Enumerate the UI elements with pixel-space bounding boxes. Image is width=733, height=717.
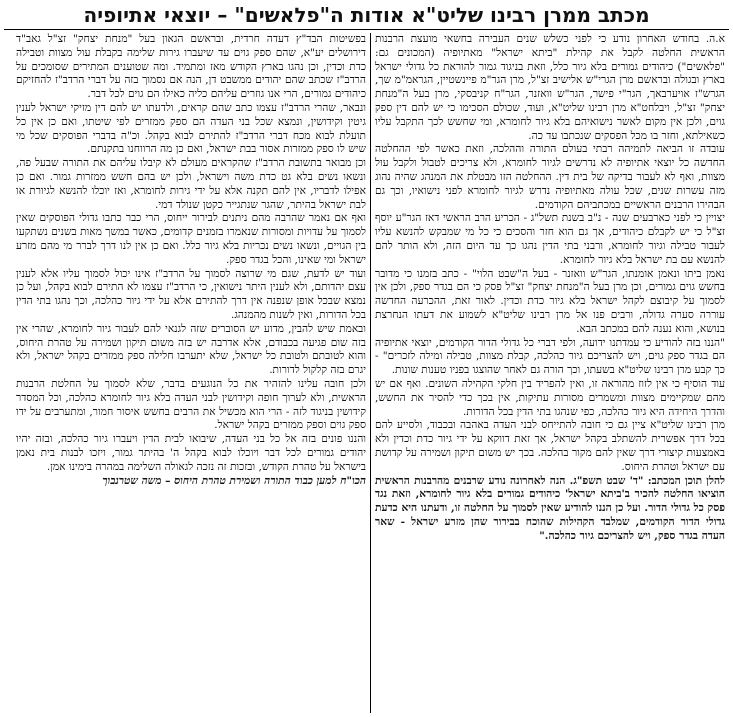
left-paragraph-4: ואף אם נאמר שהרבה מהם ניתנים לבירור ייחוס, הרי כבר כתבו גדולי הפוסקים שאין לסמוך על עדויות ומסורות שנאמרו בזמנים קדומים, כאשר במשך מאות בשנים נשתקעו בין הגויים, ונשאו נשים נכריות בלא גיור כלל. ואם כן אין לנו דרך לברר מי מהם מזרע ישראל ומי שאינו, והכל בגדר ספק. xyxy=(16,212,366,266)
left-paragraph-2: ונבאר, שהרי הרדב"ז עצמו כתב שהם קראים, ולדעתו יש להם דין מזיקי ישראל לענין גיטין וקידושין, ונמצא שכל בני העדה הם ספק ממזרים לפי שיטתו, ואם כן אין כל תועלת לבוא מכח דברי הרדב"ז להתירם לבוא בקהל. וכ"ה בדברי הפוסקים שכל מי שיש לו ספק ממזרות אסור בבת ישראל, ואם כן מה הרווחנו בתקנתם. xyxy=(16,101,366,156)
left-paragraph-5: ועוד יש לדעת, שגם מי שרוצה לסמוך על הרדב"ז אינו יכול לסמוך עליו אלא לענין עצם יהדותם, ולא לענין היתר נישואין, כי הרדב"ז עצמו לא התירם לבוא בקהל, ועל כן נמצא שבכל אופן שנפנה אין דרך להתירם אלא על ידי גיור כהלכה, וכך נהגו בתי הדין בכל הדורות, ואין לשנות מהמנהג. xyxy=(16,267,366,321)
headline-bar xyxy=(4,4,729,26)
right-paragraph-5: "הננו בזה להודיע כי עמדתנו ידועה, ולפי דברי כל גדולי הדור הקודמים, יוצאי אתיופיה הם בגדר ספק גוים, ויש להצריכם גיור כהלכה, קבלת מצוות, טבילה ומילה לזכרים" - כך קבע מרן רבינו שליט"א בשעתו, וכך הורה גם לאחר שהוצגו בפניו טענות שונות. xyxy=(375,336,725,377)
left-paragraph-6: ובאמת שיש להבין, מדוע יש הסוברים שזה לגנאי להם לעבור גיור לחומרא, שהרי אין בזה שום פגיעה בכבודם, אלא אדרבה יש בזה משום תיקון ושמירה על טהרת היחוס, והוא לטובתם ולטובת כל ישראל, שלא יתערבו חלילה ספק ממזרים בקהל ישראל, ולא יגרם בזה קלקול לדורות. xyxy=(16,322,366,377)
right-paragraph-1: א.ה. בחודש האחרון נודע כי לפני כשלש שנים העבירה בחשאי מועצת הרבנות הראשית החלטה לקבל את קהילת "ביתא ישראל" מאתיופיה (המכונים גם: "פלאשים") כיהודים גמורים בלא גיור כלל, וזאת בניגוד גמור להוראת כל גדולי ישראל בארץ ובגולה ובראשם מרן הגרי"ש אלישיב זצ"ל, מרן הגר"מ פיינשטיין, הגראמ"מ שך, הגרש"ז אויערבאך, הגר"י פישר, הגר"ש וואזנר, הגר"ח קניבסקי, מרן בעל ה"מנחת יצחק" זצ"ל, ויבלחט"א מרן רבינו שליט"א, ועוד, שכולם הסכימו כי יש להם דין ספק גוים, ולכן אין מקום לאשר נישואיהם בלא גיור לחומרא, ומי שחשש לכך התקבל עליו כשאילתא, וחזר בו מכל הפסקים שנכתבו עד כה. xyxy=(375,33,725,142)
left-paragraph-3: וכן מבואר בתשובת הרדב"ז שהקראים מעולם לא קיבלו עליהם את התורה שבעל פה, ונשאו נשים בלא גט כדת משה וישראל, ולכן יש בהם חשש ממזרות גמור. ואם כן אפילו לדבריו, אין להם תקנה אלא על ידי גירות לחומרא, ואז יוכלו להנשא לגיורת או לבת ישראל בהיתר, שהגר שנתגייר כקטן שנולד דמי. xyxy=(16,157,366,211)
left-paragraph-7: ולכן חובה עלינו להזהיר את כל הנוגעים בדבר, שלא לסמוך על החלטת הרבנות הראשית, ולא לערוך חופה וקידושין לבני העדה בלא גיור לחומרא כהלכה, וכל המסדר קידושין בניגוד לזה - הרי הוא מכשיל את הרבים בחשש איסור חמור, ומתערבים על ידו ספק גוים וספק ממזרים בקהל ישראל. xyxy=(16,377,366,432)
right-paragraph-2: עובדה זו הביאה לתמיהה רבתי בעולם התורה וההלכה, וזאת כאשר לפי ההחלטה החדשה כל יוצאי אתיופיה לא נדרשים לגיור לחומרא, ולא צריכים לטבול ולקבל עול מצוות, ואף לא לעבור בדיקה של בית דין. ההחלטה הזו מבטלת את המנהג שהיה נהוג מזה עשרות שנים, שכל עולה מאתיופיה נדרש לגיור לחומרא לפני נישואיו, וכך גם הבהירו הרבנים הראשיים במכתביהם הקודמים. xyxy=(375,143,725,211)
right-paragraph-6: עוד הוסיף כי אין לזוז מהוראה זו, ואין להפריד בין חלקי הקהילה השונים. ואף אם יש מהם שמקיימים מצוות ומשמרים מסורות עתיקות, אין בכך כדי להסיר את החשש, והדרך היחידה היא גיור כהלכה, כפי שנהגו בתי הדין בכל הדורות. xyxy=(375,377,725,418)
right-paragraph-3: יצויין כי לפני כארבעים שנה - נ"ב בשנת תשל"ג - הכריע הרב הראשי דאז הגר"ע יוסף זצ"ל כי יש לקבלם כיהודים, אך גם הוא חזר והסכים כי כל מי שמבקש להנשא עליו לעבור טבילה וגיור לחומרא, ורבני בתי הדין נהגו כך עד היום הזה, ולא הותר להם להנשא עם בת ישראל בלא גיור לחומרא. xyxy=(375,212,725,266)
right-paragraph-7: מרן רבינו שליט"א ציין גם כי חובה להתייחס לבני העדה באהבה ובכבוד, ולסייע להם בכל דרך אפשרית להשתלב בקהל ישראל, אך זאת דווקא על ידי גיור כדת וכדין ולא באמצעות קיצורי דרך שאין להם מקור בהלכה. בכך יש משום תיקון ושמירה על קדושת עם ישראל וטהרת היחוס. xyxy=(375,419,725,473)
article-headline: מכתב ממרן רבינו שליט"א אודות ה"פלאשים" – יוצאי אתיופיה xyxy=(83,3,650,27)
right-text-column xyxy=(371,33,729,713)
signature-text: הכו"ח למען כבוד התורה ושמירת טהרת היחוס – משה שטרנבוך xyxy=(102,474,366,487)
right-paragraph-4: נאמן ביתו ונאמן אומנתו, הגר"ש וואזנר - בעל ה"שבט הלוי" - כתב בזמנו כי מדובר בחשש גוים גמורים, וכן מרן בעל ה"מנחת יצחק" זצ"ל פסק כי הם בגדר ספק, ולכן אין לסמוך על קיבוצם לקהל ישראל בלא גיור כדת וכדין. לאור זאת, ההכרעה החדשה עוררה סערה גדולה, ורבים פנו אל מרן רבינו שליט"א לשמוע את דעתו הנחרצת בנושא, והוא נענה להם במכתב הבא. xyxy=(375,267,725,335)
left-paragraph-8: והננו פונים בזה אל כל בני העדה, שיבואו לבית הדין ויעברו גיור כהלכה, ובזה יהיו יהודים גמורים לכל דבר ויוכלו לבוא בקהל ה' בהיתר גמור, ויזכו לבנות בית נאמן בישראל על טהרת הקודש, ובזכות זה נזכה לגאולה השלימה במהרה בימינו אמן. xyxy=(16,433,366,473)
column-divider xyxy=(370,33,371,713)
right-paragraph-8: להלן תוכן המכתב: "ד' שבט תשפ"ג. הנה לאחרונה נודע שרבנים מהרבנות הראשית הוציאו החלטה להכיר ב'ביתא ישראל' כיהודים גמורים בלא גיור לחומרא, וזאת נגד פסק כל גדולי הדור. ועל כן הננו להודיע שאין לסמוך על החלטה זו, ודעתנו היא כדעת גדולי הדור הקודמים, שמלבד הקהילות שהוכח בבירור שהן מזרע ישראל - שאר העדה בגדר ספק, ויש להצריכם גיור כהלכה." xyxy=(375,474,725,542)
left-paragraph-1: בפשיטות הבד"ץ דעדה חרדית, ובראשם הגאון בעל "מנחת יצחק" זצ"ל גאב"ד דירושלים יע"א, שהם ספק גוים עד שיעברו גירות שלימה בקבלת עול מצוות וטבילה כדת וכדין, וכן נהגו בארץ הקודש מאז ומתמיד. ומה שטוענים המתירים שסומכים על הרדב"ז שכתב שהם יהודים ממשבט דן, הנה אם נסמוך בזה על דברי הרדב"ז להחזיקם כיהודים גמורים, הרי אנו גוזרים עליהם כליה כאילו הם גוים לכל דבר. xyxy=(16,33,366,101)
headline-rule xyxy=(4,29,729,30)
article-columns xyxy=(4,33,729,713)
left-text-column xyxy=(12,33,370,713)
signature-line xyxy=(16,475,366,489)
